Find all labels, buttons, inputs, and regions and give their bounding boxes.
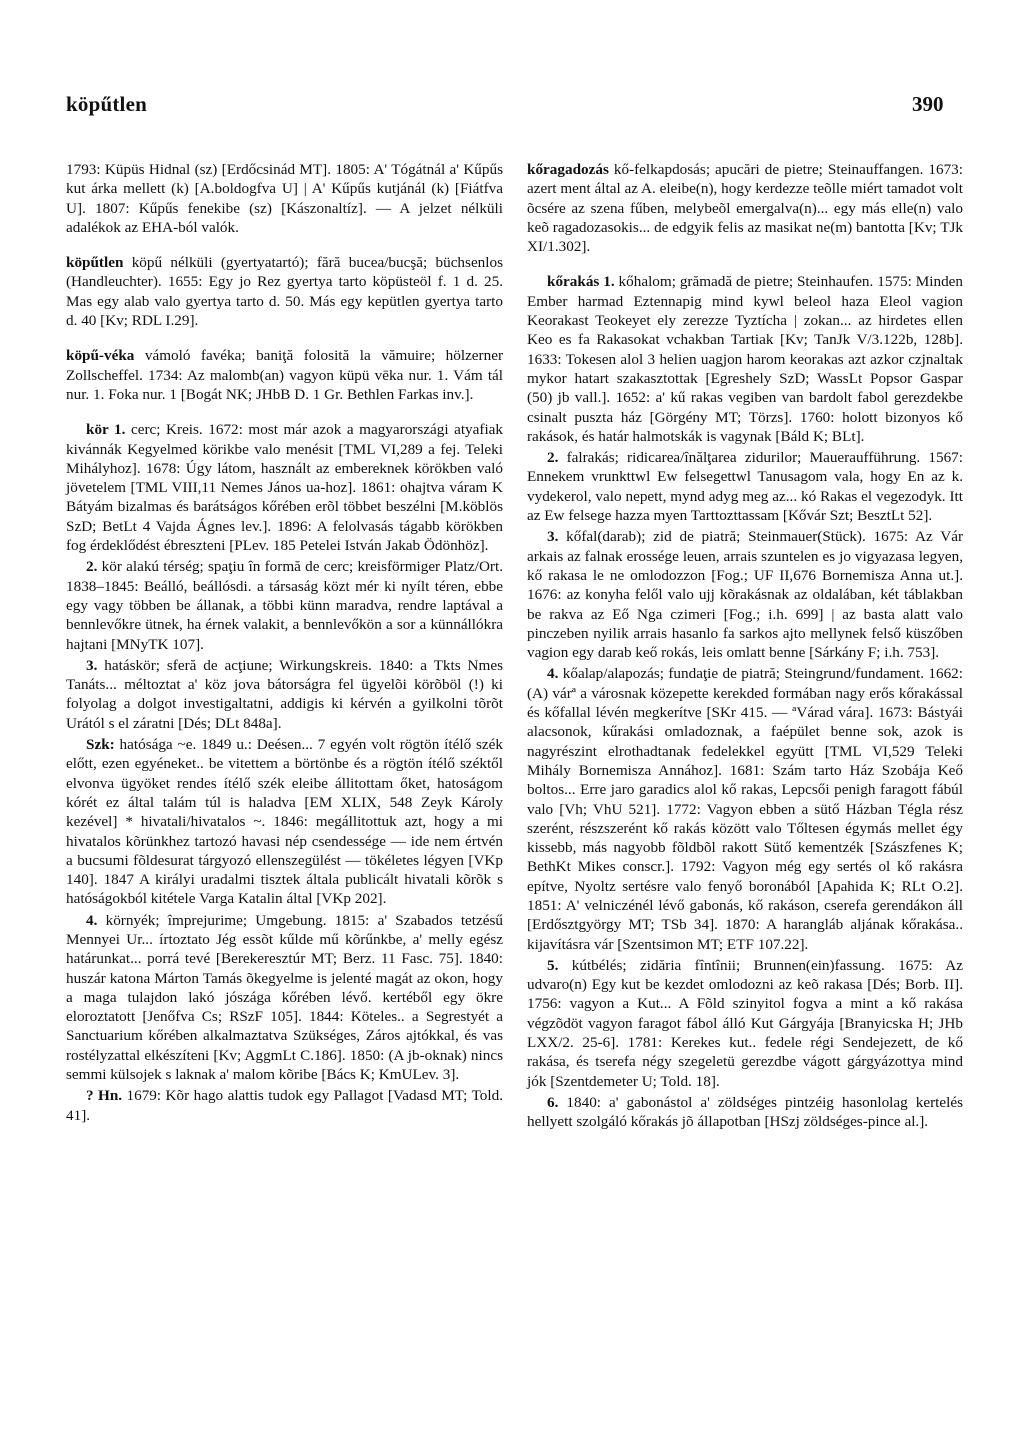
entry-text: hatáskör; sferă de acţiune; Wirkungskreis. 1840: a Tkts Nmes Tanáts... méltoztat a' köz jova bátorságra fel ügyelõi körõböl (!) ki folyolag a dolgot investigaltatni, addigis ki kérvén a gyilkolni tõrõt Urától s el záratni [Dés; DLt 848a]. (66, 656, 503, 732)
left-column (66, 160, 503, 1141)
entry-text: kör alakú térség; spaţiu în formă de cerc; kreisförmiger Platz/Ort. 1838–1845: Beálló, beállósdi. a társaság közt mér ki nyílt téren, ebbe egy vagy többen be állanak, a többi künn maradva, rendre laptával a bennlevőkre ütnek, ha érnek valakit, a bennlevőkön a sor a künnállókra hajtani [MNyTK 107]. (66, 558, 503, 653)
entry-paragraph (66, 911, 503, 1085)
entry-headword: kőrakás 1. (547, 273, 615, 291)
entry-text: kőhalom; grămadă de pietre; Steinhaufen. 1575: Minden Ember harmad Eztennapig mind kywl beleol haza Eleol vagion Keorakast Teokeyet ely zerezze Tyztícha | zokan... az hirdetes ellen Keo es fa Rakasokat vchakban Tartiak [Kv; TanJk V/3.122b, 128b]. 1633: Tokesen alol 3 helien uagjon harom keorakas azt azkor czjnaltak mykor hatart szakasztottak [Egreshely SzD; WassLt Popsor Gaspar (50) jb vall.]. 1652: a' kű rakas vegiben van bardolt fabol gerezdekbe csinalt puszta ház [Görgény MT; Törzs]. 1760: holott bizonyos kő rakások, és határ halmotskák is vagynak [Báld K; BLt]. (527, 273, 963, 445)
entry-text: vámoló favéka; baniţă folosită la vămuire; hölzerner Zollscheffel. 1734: Az malomb(an) vagyon küpü vēka nur. 1. Vám tál nur. 1. Foka nur. 1 [Bogát NK; JHbB D. 1 Gr. Bethlen Farkas inv.]. (66, 347, 503, 403)
entry-headword: kör 1. (86, 421, 126, 439)
entry-paragraph (66, 253, 503, 330)
entry-paragraph (527, 664, 963, 953)
entry-paragraph (527, 956, 963, 1091)
entry-text: falrakás; ridicarea/înălţarea zidurilor; Maueraufführung. 1567: Ennekem vrunkttwl Ew felsegettwl Tanusagom vala, hogy En az k. vydekerol, valo nepett, mynd adyg meg az... kó Rakas el vegezodyk. Itt az Ew felsege hazza myen Tarttozttassam [Kővár Szt; BesztLt 52]. (527, 449, 963, 525)
entry-text: cerc; Kreis. 1672: most már azok a magyarországi atyafiak kivánnák Kegyelmed körikbe valo menésit [TML VI,289 a fej. Teleki Mihályhoz]. 1678: Úgy látom, használt az embereknek körökben való jövetelem [TML VIII,11 Nemes János ua-hoz]. 1861: ohajtva váram K Bátyám bizalmas és barátságos kőrében erõl többet beszélni [M.köblös SzD; BetLt 4 Vajda Ágnes lev.]. 1896: A felolvasás tágabb körökben fog érdeklődést ébreszteni [PLev. 185 Petelei István Jakab Ödönhöz]. (66, 421, 503, 555)
entry-text: köpű nélküli (gyertyatartó); fără bucea/bucşă; büchsenlos (Handleuchter). 1655: Egy jo Rez gyertya tarto köpüsteöl f. 1 d. 25. Mas egy alab valo gyertya tarto d. 50. Más egy kepütlen gyertya tarto d. 40 [Kv; RDL I.29]. (66, 254, 503, 330)
entry-headword: köpű-véka (66, 347, 135, 365)
entry-paragraph (66, 1086, 503, 1125)
entry-text: 1840: a' gabonástol a' zöldséges pintzéig hasonlolag kertelés hellyett szolgáló kőrakás jõ állapotban [HSzj zöldséges-pince al.]. (527, 1093, 963, 1131)
entry-headword: 5. (547, 956, 559, 974)
entry-headword: 4. (86, 911, 98, 929)
entry-headword: 3. (86, 656, 98, 674)
entry-text: 1793: Küpüs Hidnal (sz) [Erdőcsinád MT]. 1805: A' Tógátnál a' Kűpűs kut árka mellett (k) [A.boldogfva U] | A' Kűpűs kutjánál (k) [Fiátfva U]. 1807: Kűpűs fenekibe (sz) [Kászonaltíz]. — A jelzet nélküli adalékok az EHA-ból valók. (66, 161, 503, 236)
entry-headword: köpűtlen (66, 254, 124, 272)
entry-paragraph (66, 656, 503, 733)
entry-headword: Szk: (86, 736, 115, 754)
entry-text: 1679: Kõr hago alattis tudok egy Pallagot [Vadasd MT; Told. 41]. (66, 1087, 503, 1124)
entry-text: kútbélés; zidăria fîntînii; Brunnen(ein)fassung. 1675: Az udvaro(n) Egy kut be kezdet omlodozni az keõ rakasa [Dés; Borb. II]. 1756: vagyon a Kut... A Fõld szinyitol fogva a mint a kő rakása végzõdöt vagyon faragot fábol álló Kut Gárgyája [Branyicska H; JHb LXX/2. 25-6]. 1781: Kerekes kut.. fedele régi Sendejezett, de kő rakása, és tserefa négy szegeletü gerezdbe vágott gárgyázottya mind jók [Szentdemeter U; Told. 18]. (527, 956, 963, 1090)
entry-headword: 2. (547, 449, 559, 467)
entry-paragraph (527, 272, 963, 446)
entry-paragraph (66, 735, 503, 909)
entry-headword: 3. (547, 528, 559, 546)
entry-headword: ? Hn. (86, 1087, 123, 1105)
entry-paragraph (527, 160, 963, 256)
entry-paragraph (527, 527, 963, 662)
entry-text: hatósága ~e. 1849 u.: Deésen... 7 egyén volt rögtön ítélő szék előtt, ezen egyéneket.. be vitettem a börtönbe és a rögtön ítélő széktől elvonva ügyöket rendes ítélő szék eleibe állitottam őket, hatoságom kórét ez által talám túl is haladva [EM XLIX, 548 Zeyk Károly kezével] * hivatali/hivatalos ~. 1846: megállitottuk azt, hogy a mi hivatalos kõrünkhez tartozó havasi nép csendessége — ide nem értvén a bucsumi fõldesurat tárgyozó ellenszegülést — tökéletes légyen [VKp 140]. 1847 A királyi uradalmi tisztek általa publicált hivatali kõrõk s hatóságokból kitétele Varga Katalin által [VKp 202]. (66, 736, 503, 908)
entry-paragraph (527, 1093, 963, 1132)
entry-paragraph (527, 448, 963, 525)
entry-paragraph (66, 557, 503, 653)
page-number: 390 (912, 92, 944, 116)
entry-headword: 4. (547, 665, 559, 683)
right-column (527, 160, 963, 1148)
entry-text: kőalap/alapozás; fundaţie de piatră; Steingrund/fundament. 1662: (A) várª a városnak közepette kerekded formában nagy erős kőrakással és kőfallal lévén megkerítve [SKr 415. — ªVárad vára]. 1673: Bástyái alacsonok, kűrakási omladoznak, a faépület benne sok, azok is nagyrészint elrothadtanak fedelekkel együtt [TML VI,529 Teleki Mihály Bornemisza Annához]. 1681: Szám tarto Ház Szobája Keő boltos... Erre jaro garadics alol kő rakas, Lepcsői penigh faragott fábúl valo [Vh; VhU 521]. 1772: Vagyon ebben a sütő Házban Tégla rész szerént, részszerént kő rakás között valo Tőltesen égymás mellet égy kissebb, más nagyobb fõldbõl rakott Sütő kementzék [Szászfenes K; BethKt Mikes conscr.]. 1792: Vagyon még egy sertés ol kő rakásra epítve, Nyoltz sertésre valo fenyő boronából [Apahida K; RLt O.2]. 1851: A' velniczénél lévő gabonás, kő rakáson, cserefa gerendákon áll [Erdősztgyörgy MT; TSb 34]. 1870: A harangláb aljának kőrakása.. kijavításra vár [Szentsimon MT; ETF 107.22]. (527, 665, 963, 953)
entry-paragraph (66, 346, 503, 404)
entry-headword: 2. (86, 558, 98, 576)
entry-paragraph (66, 160, 503, 237)
entry-paragraph (66, 420, 503, 555)
running-headword: köpűtlen (66, 92, 147, 116)
entry-headword: kőragadozás (527, 161, 609, 178)
entry-text: kő-felkapdosás; apucări de pietre; Steinauffangen. 1673: azert ment által az A. eleibe(n), hogy kerdezze teõlle miért tamadot volt õcsére az szena fűben, melybeõl emergalva(n)... egy más elle(n) valo keõ ragadozasokis... de edgyik felis az masikat ne(m) bantotta [Kv; TJk XI/1.302]. (527, 161, 963, 256)
entry-headword: 6. (547, 1093, 559, 1111)
entry-text: kőfal(darab); zid de piatră; Steinmauer(Stück). 1675: Az Vár arkais az falnak erossége leuen, arrais szuntelen es jo vigyazasa legyen, kő rakasa le ne omlodozzon [Fog.; UF II,676 Bornemisza Anna ut.]. 1676: az konyha felől valo ujj kõrakásnak az oldalában, két táblakban be rakva az Eő Nga czimeri [Fog.; i.h. 699] | az basta alatt valo pinczeben nyilik arrais hasanlo fa sarkos ajto mellynek felső küszőben vagion egy darab keő rokás, leis omlatt benne [Sárkány F; i.h. 753]. (527, 528, 963, 662)
entry-text: környék; împrejurime; Umgebung. 1815: a' Szabados tetzésű Mennyei Ur... írtoztato Jég essõt kűlde mű kõrűnkbe, a' melly egész határunkat... porrá tevé [Berekeresztúr MT; Berz. 11 Fasc. 75]. 1840: huszár katona Márton Tamás õkegyelme is jelenté magát az okon, hogy a maga tulajdon lakó jószága kőrében lévő. kertéből egy ökre eloroztatott [Jenőfva Cs; RSzF 105]. 1844: Köteles.. a Segrestyét a Sanctuarium kőrében alkalmaztatva Szükséges, Záros ajtókkal, és vas rostélyzattal elkészíteni [Kv; AggmLt C.186]. 1850: (A jb-oknak) nincs semmi külsojek s laknak a' malom kõribe [Bács K; KmULev. 3]. (66, 911, 503, 1084)
